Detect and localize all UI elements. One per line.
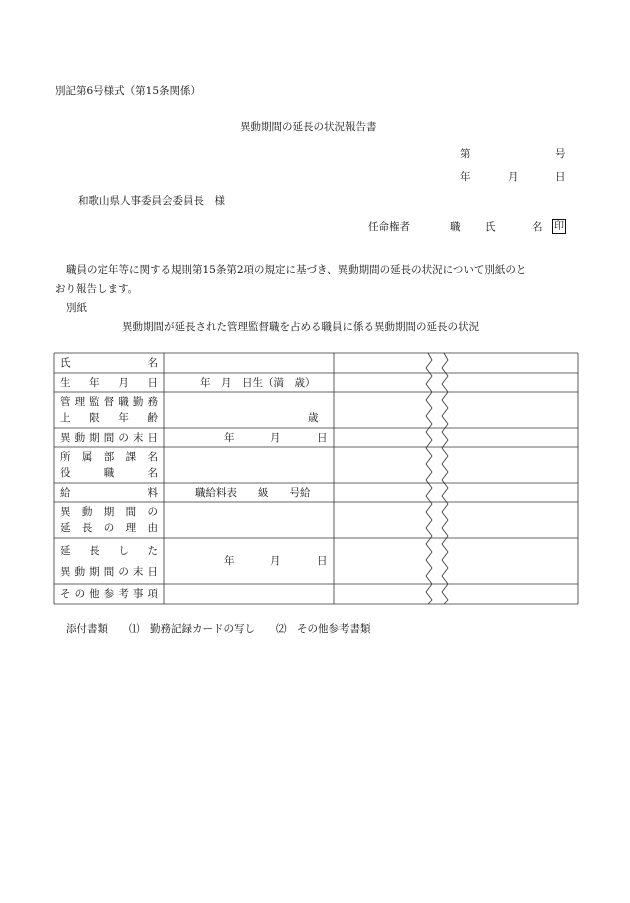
label-reason-2: 延 長 の 理 由 [60, 522, 158, 534]
label-age-limit-2: 上 限 年 齢 [60, 412, 158, 424]
label-extended-end-1: 延 長 し た [60, 545, 158, 557]
table-title: 異動期間が延長された管理監督職を占める職員に係る異動期間の延長の状況 [122, 321, 479, 333]
value-period-month: 月 [270, 432, 281, 444]
value-extended-day: 日 [317, 555, 328, 567]
value-extended-year: 年 [224, 555, 235, 567]
addressee: 和歌山県人事委員会委員長 様 [78, 195, 225, 207]
value-period-day: 日 [317, 432, 328, 444]
label-reason-1: 異 動 期 間 の [60, 506, 158, 518]
appointer-shoku: 職 [450, 221, 461, 233]
label-birth: 生 年 月 日 [60, 377, 158, 389]
value-period-year: 年 [224, 432, 235, 444]
body-line-2: おり報告します。 [55, 283, 139, 295]
label-extended-end-2: 異 動 期 間 の 末 日 [60, 566, 158, 578]
label-name: 氏 名 [60, 357, 158, 369]
appointer-shi: 氏 [485, 221, 496, 233]
document-title: 異動期間の延長の状況報告書 [240, 121, 377, 133]
value-birth: 年 月 日生（満 歳） [200, 377, 316, 389]
label-department-2: 役 職 名 [60, 467, 158, 479]
label-other: そ の 他 参 考 事 項 [60, 588, 158, 600]
label-department-1: 所 属 部 課 名 [60, 451, 158, 463]
value-age-unit: 歳 [308, 412, 319, 424]
date-month: 月 [508, 171, 519, 183]
omission-zigzag-left [426, 353, 432, 604]
attachment-label: 別紙 [66, 302, 87, 314]
value-extended-month: 月 [270, 555, 281, 567]
appointer-label: 任命権者 [368, 221, 410, 233]
omission-zigzag-right [442, 353, 448, 604]
number-dai: 第 [460, 148, 471, 160]
label-age-limit-1: 管 理 監 督 職 勤 務 [60, 396, 158, 408]
date-day: 日 [555, 171, 566, 183]
label-period-end: 異 動 期 間 の 末 日 [60, 432, 158, 444]
attachments-list: 添付書類 ⑴ 勤務記録カードの写し ⑵ その他参考書類 [66, 623, 371, 635]
date-year: 年 [460, 171, 471, 183]
label-salary: 給 料 [60, 487, 158, 499]
number-go: 号 [555, 148, 566, 160]
value-salary: 職給料表 級 号給 [195, 487, 311, 499]
appointer-mei: 名 [532, 221, 543, 233]
seal-mark: 印 [554, 221, 564, 232]
body-line-1: 職員の定年等に関する規則第15条第2項の規定に基づき、異動期間の延長の状況について別紙のと [66, 264, 527, 276]
form-label: 別記第6号様式（第15条関係） [55, 85, 202, 97]
